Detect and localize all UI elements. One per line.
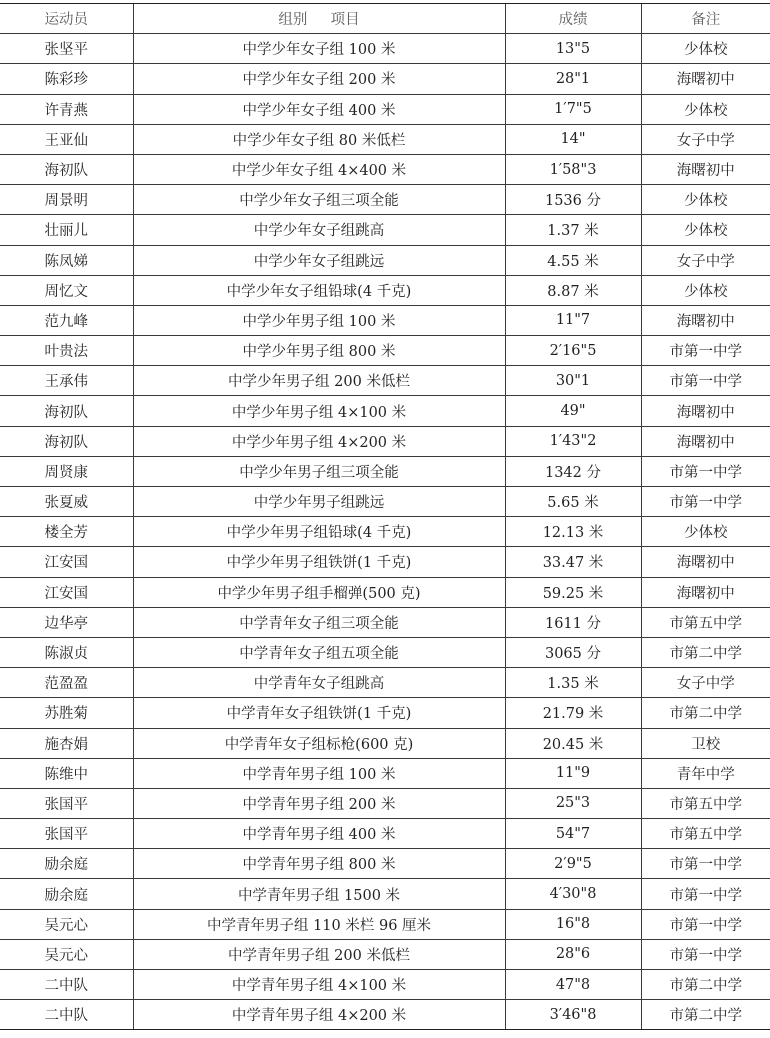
athlete-cell: 张坚平 — [0, 34, 133, 64]
table-row — [0, 64, 770, 94]
event-cell: 中学少年女子组 4×400 米 — [133, 154, 505, 184]
athlete-cell: 二中队 — [0, 1000, 133, 1030]
table-row — [0, 185, 770, 215]
result-cell: 21.79 米 — [505, 698, 641, 728]
athlete-cell: 范九峰 — [0, 305, 133, 335]
table-row — [0, 819, 770, 849]
table-row — [0, 487, 770, 517]
result-cell: 1611 分 — [505, 607, 641, 637]
results-body — [0, 34, 770, 1030]
event-cell: 中学青年男子组 4×100 米 — [133, 970, 505, 1000]
athlete-cell: 海初队 — [0, 426, 133, 456]
event-cell: 中学少年男子组铅球(4 千克) — [133, 517, 505, 547]
result-cell: 20.45 米 — [505, 728, 641, 758]
result-cell: 2′16"5 — [505, 336, 641, 366]
note-cell: 市第一中学 — [641, 456, 770, 486]
event-cell: 中学少年男子组手榴弹(500 克) — [133, 577, 505, 607]
athlete-cell: 励余庭 — [0, 879, 133, 909]
athlete-cell: 周贤康 — [0, 456, 133, 486]
athlete-cell: 励余庭 — [0, 849, 133, 879]
result-cell: 5.65 米 — [505, 487, 641, 517]
table-row — [0, 517, 770, 547]
note-cell: 市第一中学 — [641, 849, 770, 879]
athlete-cell: 范盈盈 — [0, 668, 133, 698]
event-cell: 中学少年男子组 800 米 — [133, 336, 505, 366]
event-cell: 中学少年女子组 400 米 — [133, 94, 505, 124]
result-cell: 28"1 — [505, 64, 641, 94]
result-cell: 16"8 — [505, 909, 641, 939]
note-cell: 少体校 — [641, 215, 770, 245]
result-cell: 11"7 — [505, 305, 641, 335]
result-cell: 49" — [505, 396, 641, 426]
event-cell: 中学青年男子组 400 米 — [133, 819, 505, 849]
table-row — [0, 426, 770, 456]
result-cell: 1536 分 — [505, 185, 641, 215]
result-cell: 33.47 米 — [505, 547, 641, 577]
table-row — [0, 728, 770, 758]
note-cell: 海曙初中 — [641, 305, 770, 335]
event-cell: 中学青年男子组 1500 米 — [133, 879, 505, 909]
athlete-cell: 张夏威 — [0, 487, 133, 517]
note-cell: 女子中学 — [641, 124, 770, 154]
table-row — [0, 34, 770, 64]
result-cell: 1342 分 — [505, 456, 641, 486]
result-cell: 4′30"8 — [505, 879, 641, 909]
event-cell: 中学青年男子组 200 米低栏 — [133, 939, 505, 969]
event-cell: 中学青年男子组 200 米 — [133, 788, 505, 818]
table-row — [0, 94, 770, 124]
athlete-cell: 叶贵法 — [0, 336, 133, 366]
event-cell: 中学少年男子组三项全能 — [133, 456, 505, 486]
note-cell: 市第一中学 — [641, 336, 770, 366]
header-row — [0, 4, 770, 34]
table-row — [0, 788, 770, 818]
result-header: 成绩 — [505, 4, 641, 34]
event-cell: 中学少年女子组 100 米 — [133, 34, 505, 64]
result-cell: 47"8 — [505, 970, 641, 1000]
note-cell: 少体校 — [641, 94, 770, 124]
event-header: 项目 — [330, 12, 360, 29]
event-cell: 中学少年男子组铁饼(1 千克) — [133, 547, 505, 577]
table-row — [0, 698, 770, 728]
note-cell: 少体校 — [641, 34, 770, 64]
event-cell: 中学青年男子组 100 米 — [133, 758, 505, 788]
athlete-cell: 王亚仙 — [0, 124, 133, 154]
athlete-cell: 张国平 — [0, 819, 133, 849]
result-cell: 4.55 米 — [505, 245, 641, 275]
note-cell: 市第二中学 — [641, 698, 770, 728]
result-cell: 25"3 — [505, 788, 641, 818]
note-cell: 海曙初中 — [641, 64, 770, 94]
athlete-cell: 江安国 — [0, 547, 133, 577]
athlete-cell: 吴元心 — [0, 909, 133, 939]
table-row — [0, 637, 770, 667]
note-cell: 卫校 — [641, 728, 770, 758]
event-cell: 中学少年男子组跳远 — [133, 487, 505, 517]
result-cell: 3065 分 — [505, 637, 641, 667]
athlete-cell: 楼全芳 — [0, 517, 133, 547]
athlete-cell: 边华亭 — [0, 607, 133, 637]
note-cell: 女子中学 — [641, 668, 770, 698]
note-cell: 海曙初中 — [641, 547, 770, 577]
table-row — [0, 154, 770, 184]
note-cell: 海曙初中 — [641, 577, 770, 607]
result-cell: 30"1 — [505, 366, 641, 396]
group-event-header — [133, 4, 505, 34]
note-cell: 少体校 — [641, 517, 770, 547]
result-cell: 3′46"8 — [505, 1000, 641, 1030]
event-cell: 中学少年女子组三项全能 — [133, 185, 505, 215]
note-cell: 市第五中学 — [641, 607, 770, 637]
note-cell: 市第二中学 — [641, 970, 770, 1000]
athlete-cell: 海初队 — [0, 396, 133, 426]
result-cell: 8.87 米 — [505, 275, 641, 305]
result-cell: 12.13 米 — [505, 517, 641, 547]
athlete-cell: 海初队 — [0, 154, 133, 184]
result-cell: 2′9"5 — [505, 849, 641, 879]
note-cell: 青年中学 — [641, 758, 770, 788]
note-cell: 市第一中学 — [641, 366, 770, 396]
table-row — [0, 577, 770, 607]
note-cell: 市第一中学 — [641, 909, 770, 939]
note-cell: 市第五中学 — [641, 819, 770, 849]
athlete-cell: 陈凤娣 — [0, 245, 133, 275]
table-row — [0, 970, 770, 1000]
table-row — [0, 366, 770, 396]
athlete-cell: 周景明 — [0, 185, 133, 215]
event-cell: 中学青年女子组三项全能 — [133, 607, 505, 637]
athlete-cell: 陈彩珍 — [0, 64, 133, 94]
event-cell: 中学青年女子组五项全能 — [133, 637, 505, 667]
athlete-cell: 陈淑贞 — [0, 637, 133, 667]
table-row — [0, 215, 770, 245]
table-row — [0, 456, 770, 486]
table-row — [0, 336, 770, 366]
event-cell: 中学少年女子组 200 米 — [133, 64, 505, 94]
event-cell: 中学青年男子组 4×200 米 — [133, 1000, 505, 1030]
event-cell: 中学少年女子组跳高 — [133, 215, 505, 245]
result-cell: 1′58"3 — [505, 154, 641, 184]
table-row — [0, 275, 770, 305]
result-cell: 59.25 米 — [505, 577, 641, 607]
table-row — [0, 305, 770, 335]
athlete-cell: 苏胜菊 — [0, 698, 133, 728]
event-cell: 中学青年男子组 110 米栏 96 厘米 — [133, 909, 505, 939]
table-row — [0, 849, 770, 879]
athlete-cell: 吴元心 — [0, 939, 133, 969]
note-cell: 市第一中学 — [641, 879, 770, 909]
result-cell: 1.35 米 — [505, 668, 641, 698]
event-cell: 中学青年女子组标枪(600 克) — [133, 728, 505, 758]
table-row — [0, 245, 770, 275]
athlete-cell: 王承伟 — [0, 366, 133, 396]
event-cell: 中学少年女子组 80 米低栏 — [133, 124, 505, 154]
athlete-cell: 江安国 — [0, 577, 133, 607]
note-cell: 女子中学 — [641, 245, 770, 275]
athlete-cell: 施杏娟 — [0, 728, 133, 758]
note-cell: 少体校 — [641, 185, 770, 215]
note-cell: 海曙初中 — [641, 426, 770, 456]
athlete-cell: 许青燕 — [0, 94, 133, 124]
group-header: 组别 — [278, 12, 308, 29]
table-row — [0, 939, 770, 969]
result-cell: 28"6 — [505, 939, 641, 969]
athlete-cell: 二中队 — [0, 970, 133, 1000]
table-row — [0, 124, 770, 154]
table-row — [0, 668, 770, 698]
athlete-header: 运动员 — [0, 4, 133, 34]
table-row — [0, 396, 770, 426]
note-cell: 市第五中学 — [641, 788, 770, 818]
results-table — [0, 3, 770, 1030]
note-header: 备注 — [641, 4, 770, 34]
note-cell: 市第一中学 — [641, 487, 770, 517]
result-cell: 1′43"2 — [505, 426, 641, 456]
note-cell: 市第二中学 — [641, 1000, 770, 1030]
note-cell: 少体校 — [641, 275, 770, 305]
result-cell: 1′7"5 — [505, 94, 641, 124]
note-cell: 市第一中学 — [641, 939, 770, 969]
note-cell: 海曙初中 — [641, 154, 770, 184]
event-cell: 中学少年男子组 200 米低栏 — [133, 366, 505, 396]
table-row — [0, 547, 770, 577]
event-cell: 中学青年女子组跳高 — [133, 668, 505, 698]
note-cell: 海曙初中 — [641, 396, 770, 426]
table-row — [0, 879, 770, 909]
event-cell: 中学少年女子组跳远 — [133, 245, 505, 275]
result-cell: 54"7 — [505, 819, 641, 849]
event-cell: 中学青年女子组铁饼(1 千克) — [133, 698, 505, 728]
event-cell: 中学少年男子组 4×200 米 — [133, 426, 505, 456]
event-cell: 中学少年男子组 4×100 米 — [133, 396, 505, 426]
note-cell: 市第二中学 — [641, 637, 770, 667]
table-row — [0, 909, 770, 939]
event-cell: 中学青年男子组 800 米 — [133, 849, 505, 879]
event-cell: 中学少年男子组 100 米 — [133, 305, 505, 335]
table-row — [0, 758, 770, 788]
result-cell: 14" — [505, 124, 641, 154]
table-row — [0, 607, 770, 637]
result-cell: 13"5 — [505, 34, 641, 64]
result-cell: 11"9 — [505, 758, 641, 788]
athlete-cell: 周忆文 — [0, 275, 133, 305]
athlete-cell: 陈维中 — [0, 758, 133, 788]
result-cell: 1.37 米 — [505, 215, 641, 245]
event-cell: 中学少年女子组铅球(4 千克) — [133, 275, 505, 305]
table-row — [0, 1000, 770, 1030]
athlete-cell: 壮丽儿 — [0, 215, 133, 245]
athlete-cell: 张国平 — [0, 788, 133, 818]
